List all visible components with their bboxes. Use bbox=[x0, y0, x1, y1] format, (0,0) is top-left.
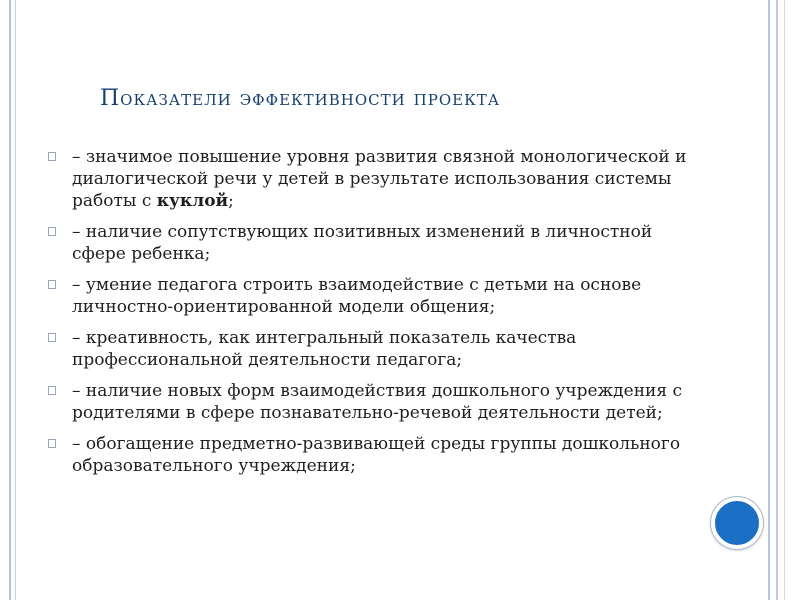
bullet-text: – креативность, как интегральный показатель качества профессиональной деятельности педагога; bbox=[72, 328, 577, 370]
square-bullet-icon bbox=[48, 386, 56, 395]
slide-title: Показатели эффективности проекта bbox=[100, 86, 501, 111]
list-item bbox=[48, 380, 708, 424]
list-item bbox=[48, 221, 708, 265]
bullet-text: – наличие сопутствующих позитивных изменений в личностной сфере ребенка; bbox=[72, 222, 653, 264]
list-item bbox=[48, 274, 708, 318]
right-border-line bbox=[768, 0, 770, 600]
list-item bbox=[48, 433, 708, 477]
bullet-text: – умение педагога строить взаимодействие с детьми на основе личностно-ориентированной модели общения; bbox=[72, 275, 642, 317]
right-border-line bbox=[776, 0, 778, 600]
left-border-line bbox=[15, 0, 16, 600]
square-bullet-icon bbox=[48, 439, 56, 448]
left-border-line bbox=[9, 0, 11, 600]
square-bullet-icon bbox=[48, 152, 56, 161]
bullet-text: – наличие новых форм взаимодействия дошкольного учреждения с родителями в сфере познавательно-речевой деятельности детей; bbox=[72, 381, 683, 423]
list-item bbox=[48, 327, 708, 371]
bullet-text-end: ; bbox=[228, 191, 234, 211]
right-border-line bbox=[784, 0, 785, 600]
bullet-bold-word: куклой bbox=[156, 191, 229, 211]
square-bullet-icon bbox=[48, 333, 56, 342]
square-bullet-icon bbox=[48, 227, 56, 236]
bullet-text: – значимое повышение уровня развития связной монологической и диалогической речи у детей в результате использования системы работы с bbox=[72, 147, 687, 211]
bullet-text: – обогащение предметно-развивающей среды группы дошкольного образовательного учреждения; bbox=[72, 434, 681, 476]
square-bullet-icon bbox=[48, 280, 56, 289]
bullet-list bbox=[48, 146, 708, 486]
list-item bbox=[48, 146, 708, 212]
blue-circle-decoration bbox=[711, 497, 763, 549]
